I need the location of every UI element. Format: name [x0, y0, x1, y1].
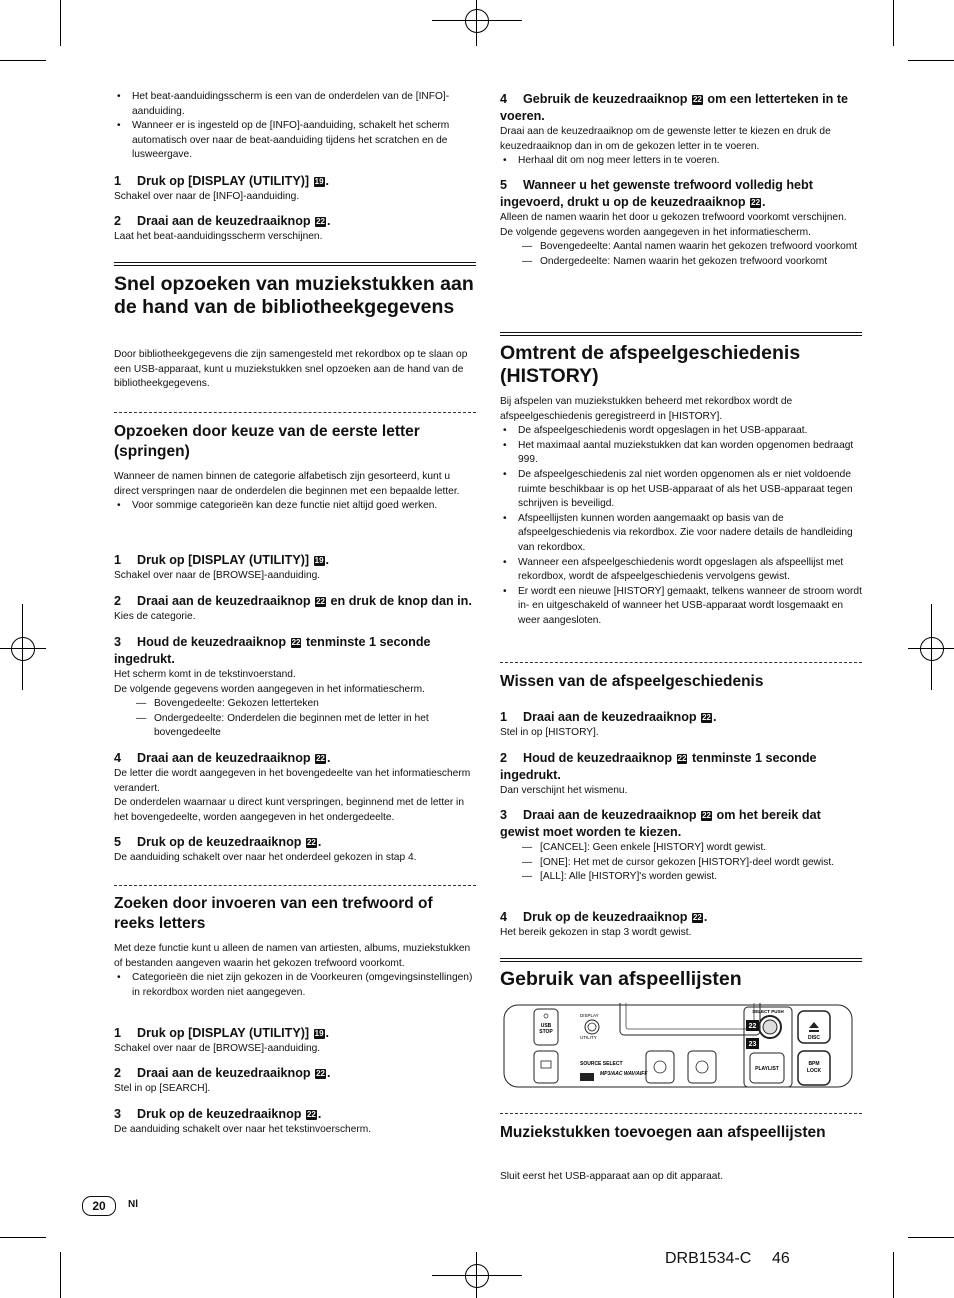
- step-heading: 4 Druk op de keuzedraaiknop 22 .: [500, 910, 708, 924]
- subsection-title: Muziekstukken toevoegen aan afspeellijsten: [500, 1124, 826, 1141]
- svg-text:DISC: DISC: [808, 1035, 820, 1041]
- section-title: Omtrent de afspeelgeschiedenis (HISTORY): [500, 342, 801, 387]
- bullet: • De afspeelgeschiedenis zal niet worden opgenomen als er niet voldoende ruimte beschikbaar is op het USB-apparaat of als het USB-apparaat tegen schrijven is beveiligd.: [500, 468, 862, 512]
- subsection-title: Wissen van de afspeelgeschiedenis: [500, 673, 764, 690]
- formats-label: MP3/AAC WAV/AIFF: [600, 1071, 648, 1077]
- section-text: Bij afspelen van muziekstukken beheerd met rekordbox wordt de afspeelgeschiedenis geregistreerd in [HISTORY].: [500, 396, 793, 422]
- dash-item: — Bovengedeelte: Gekozen letterteken: [114, 697, 476, 712]
- key-badge: 23: [748, 1041, 757, 1048]
- key-badge: 22: [291, 638, 301, 647]
- step-text: Stel in op [SEARCH].: [114, 1083, 211, 1094]
- key-badge: 22: [692, 913, 702, 922]
- step-text: Schakel over naar de [BROWSE]-aanduiding.: [114, 1043, 321, 1054]
- step-text: De aanduiding schakelt over naar het tekstinvoerscherm.: [114, 1124, 372, 1135]
- step-text: Het bereik gekozen in stap 3 wordt gewist.: [500, 927, 692, 938]
- step-text: Alleen de namen waarin het door u gekozen trefwoord voorkomt verschijnen.: [500, 212, 847, 223]
- step-text: De volgende gegevens worden aangegeven in het informatiescherm.: [500, 226, 811, 238]
- bullet: • Herhaal dit om nog meer letters in te voeren.: [500, 154, 862, 169]
- key-badge: 22: [692, 95, 702, 104]
- key-badge: 22: [702, 713, 711, 722]
- dash-item: — [ONE]: Het met de cursor gekozen [HISTORY]-deel wordt gewist.: [500, 856, 862, 871]
- page-number: 20: [82, 1196, 116, 1216]
- source-select-label: SOURCE SELECT: [580, 1061, 623, 1067]
- key-badge: 19: [314, 556, 324, 565]
- playlist-label: PLAYLIST: [755, 1066, 779, 1072]
- step-text: De onderdelen waarnaar u direct kunt verspringen, beginnend met de letter in het bovengedeelte, worden aangegeven in het ondergedeelte.: [114, 797, 464, 823]
- step-text: Het scherm komt in de tekstinvoerstand.: [114, 669, 296, 680]
- step-text: Schakel over naar de [BROWSE]-aanduiding.: [114, 570, 321, 581]
- step-heading: 3 Draai aan de keuzedraaiknop 22 om het bereik dat gewist moet worden te kiezen.: [500, 808, 821, 839]
- step-text: Draai aan de keuzedraaiknop om de gewenste letter te kiezen en druk de keuzedraaiknop dan in om de gekozen letter in te voeren.: [500, 126, 831, 152]
- step-heading: 1 Druk op [DISPLAY (UTILITY)] 19 .: [114, 1026, 330, 1040]
- display-label: DISPLAY: [580, 1013, 599, 1018]
- dash-item: — Bovengedeelte: Aantal namen waarin het gekozen trefwoord voorkomt: [500, 240, 862, 255]
- section-title: Gebruik van afspeellijsten: [500, 968, 742, 990]
- bullet: • Het maximaal aantal muziekstukken dat kan worden opgenomen bedraagt 999.: [500, 439, 862, 468]
- bpm-lock-label-2: LOCK: [806, 1068, 822, 1074]
- bullet: • Categorieën die niet zijn gekozen in de Voorkeuren (omgevingsinstellingen) in rekordbox worden niet aangegeven.: [114, 971, 476, 1000]
- select-push-knob: [744, 1007, 792, 1087]
- intro-bullet: • Het beat-aanduidingsscherm is een van de onderdelen van de [INFO]-aanduiding.: [114, 90, 476, 119]
- step-heading: 5 Wanneer u het gewenste trefwoord volledig hebt ingevoerd, drukt u op de keuzedraaiknop 22 .: [500, 178, 813, 209]
- step-heading: 1 Druk op [DISPLAY (UTILITY)] 19 .: [114, 174, 330, 188]
- bpm-lock-label: BPM: [808, 1061, 820, 1067]
- key-badge: 22: [751, 198, 761, 207]
- step-text: De aanduiding schakelt over naar het onderdeel gekozen in stap 4.: [114, 852, 417, 863]
- key-badge: 22: [748, 1023, 757, 1030]
- intro-bullet: • Wanneer er is ingesteld op de [INFO]-aanduiding, schakelt het scherm automatisch over naar de beat-aanduiding tijdens het scratchen en de lusweergave.: [114, 119, 476, 163]
- dash-item: — [ALL]: Alle [HISTORY]'s worden gewist.: [500, 870, 862, 885]
- step-text: Laat het beat-aanduidingsscherm verschijnen.: [114, 231, 323, 242]
- subsection-text: Sluit eerst het USB-apparaat aan op dit apparaat.: [500, 1171, 724, 1182]
- step-text: Dan verschijnt het wismenu.: [500, 785, 628, 796]
- bullet: • Voor sommige categorieën kan deze functie niet altijd goed werken.: [114, 499, 476, 514]
- key-badge: 19: [314, 1029, 324, 1038]
- bullet: • Afspeellijsten kunnen worden aangemaakt op basis van de afspeelgeschiedenis via rekordbox. Zie voor nadere details de handleiding van rekordbox.: [500, 512, 862, 556]
- bullet: • Er wordt een nieuwe [HISTORY] gemaakt, telkens wanneer de stroom wordt in- en uitgeschakeld of wanneer het USB-apparaat wordt losgemaakt en weer aangesloten.: [500, 585, 862, 629]
- subsection-rule: [500, 662, 862, 663]
- usb-stop-button: [534, 1009, 558, 1045]
- dash-item: — Ondergedeelte: Namen waarin het gekozen trefwoord voorkomt: [500, 255, 862, 270]
- key-badge: 22: [702, 811, 711, 820]
- step-heading: 4 Draai aan de keuzedraaiknop 22 .: [114, 751, 331, 765]
- subsection-rule: [114, 885, 476, 886]
- step-heading: 2 Houd de keuzedraaiknop 22 tenminste 1 seconde ingedrukt.: [500, 751, 817, 782]
- step-heading: 5 Druk op de keuzedraaiknop 22 .: [114, 835, 322, 849]
- section-text: Door bibliotheekgegevens die zijn samengesteld met rekordbox op te slaan op een USB-apparaat, kunt u muziekstukken snel opzoeken aan de hand van de bibliotheekgegevens.: [114, 349, 468, 390]
- subsection-rule: [114, 412, 476, 413]
- section-rule: [500, 958, 862, 962]
- key-badge: 19: [314, 177, 324, 186]
- language-code: Nl: [128, 1199, 138, 1210]
- step-text: De letter die wordt aangegeven in het bovengedeelte van het informatiescherm verandert.: [114, 768, 471, 794]
- step-text: Schakel over naar de [INFO]-aanduiding.: [114, 191, 300, 202]
- subsection-title: Zoeken door invoeren van een trefwoord of reeks letters: [114, 895, 433, 932]
- document-id: DRB1534-C: [665, 1250, 752, 1267]
- subsection-rule: [500, 1113, 862, 1114]
- step-heading: 2 Draai aan de keuzedraaiknop 22 .: [114, 214, 331, 228]
- dash-item: — [CANCEL]: Geen enkele [HISTORY] wordt gewist.: [500, 841, 862, 856]
- document-page: 46: [772, 1250, 790, 1267]
- step-heading: 4 Gebruik de keuzedraaiknop 22 om een letterteken in te voeren.: [500, 92, 849, 123]
- key-badge: 22: [316, 1069, 325, 1078]
- section-title: Snel opzoeken van muziekstukken aan de hand van de bibliotheekgegevens: [114, 273, 474, 318]
- key-badge: 22: [316, 597, 325, 606]
- key-badge: 22: [677, 754, 687, 763]
- subsection-text: Met deze functie kunt u alleen de namen van artiesten, albums, muziekstukken of bestanden aangeven waarin het gekozen trefwoord voorkomt.: [114, 943, 471, 969]
- key-badge: 22: [306, 1110, 316, 1119]
- bullet: • De afspeelgeschiedenis wordt opgeslagen in het USB-apparaat.: [500, 424, 862, 439]
- section-rule: [114, 262, 476, 266]
- step-text: De volgende gegevens worden aangegeven in het informatiescherm.: [114, 683, 425, 695]
- key-badge: 22: [316, 754, 325, 763]
- step-heading: 2 Draai aan de keuzedraaiknop 22 .: [114, 1066, 331, 1080]
- device-panel-illustration: [500, 1003, 860, 1089]
- usb-stop-label: USB: [540, 1023, 552, 1029]
- step-heading: 2 Draai aan de keuzedraaiknop 22 en druk de knop dan in.: [114, 594, 472, 608]
- bottom-row: [534, 1051, 830, 1085]
- subsection-text: Wanneer de namen binnen de categorie alfabetisch zijn gesorteerd, kunt u direct verspringen naar de onderdelen die beginnen met een bepaalde letter.: [114, 471, 460, 497]
- svg-text:SELECT PUSH: SELECT PUSH: [752, 1009, 784, 1014]
- key-badge: 22: [316, 217, 325, 226]
- dash-item: — Ondergedeelte: Onderdelen die beginnen met de letter in het bovengedeelte: [114, 712, 476, 741]
- step-heading: 3 Druk op de keuzedraaiknop 22 .: [114, 1107, 322, 1121]
- disc-eject-button: [798, 1011, 830, 1043]
- utility-label: UTILITY: [580, 1035, 597, 1040]
- step-heading: 1 Draai aan de keuzedraaiknop 22 .: [500, 710, 717, 724]
- step-text: Stel in op [HISTORY].: [500, 727, 599, 738]
- subsection-title: Opzoeken door keuze van de eerste letter (springen): [114, 423, 420, 460]
- bullet: • Wanneer een afspeelgeschiedenis wordt opgeslagen als afspeellijst met rekordbox, wordt de afspeelgeschiedenis vervolgens gewist.: [500, 556, 862, 585]
- section-rule: [500, 332, 862, 336]
- step-heading: 1 Druk op [DISPLAY (UTILITY)] 19 .: [114, 553, 330, 567]
- key-badge: 22: [306, 838, 316, 847]
- step-heading: 3 Houd de keuzedraaiknop 22 tenminste 1 seconde ingedrukt.: [114, 635, 431, 666]
- display-utility-button: [580, 1013, 599, 1040]
- usb-stop-label-2: STOP: [539, 1029, 553, 1035]
- step-text: Kies de categorie.: [114, 611, 196, 622]
